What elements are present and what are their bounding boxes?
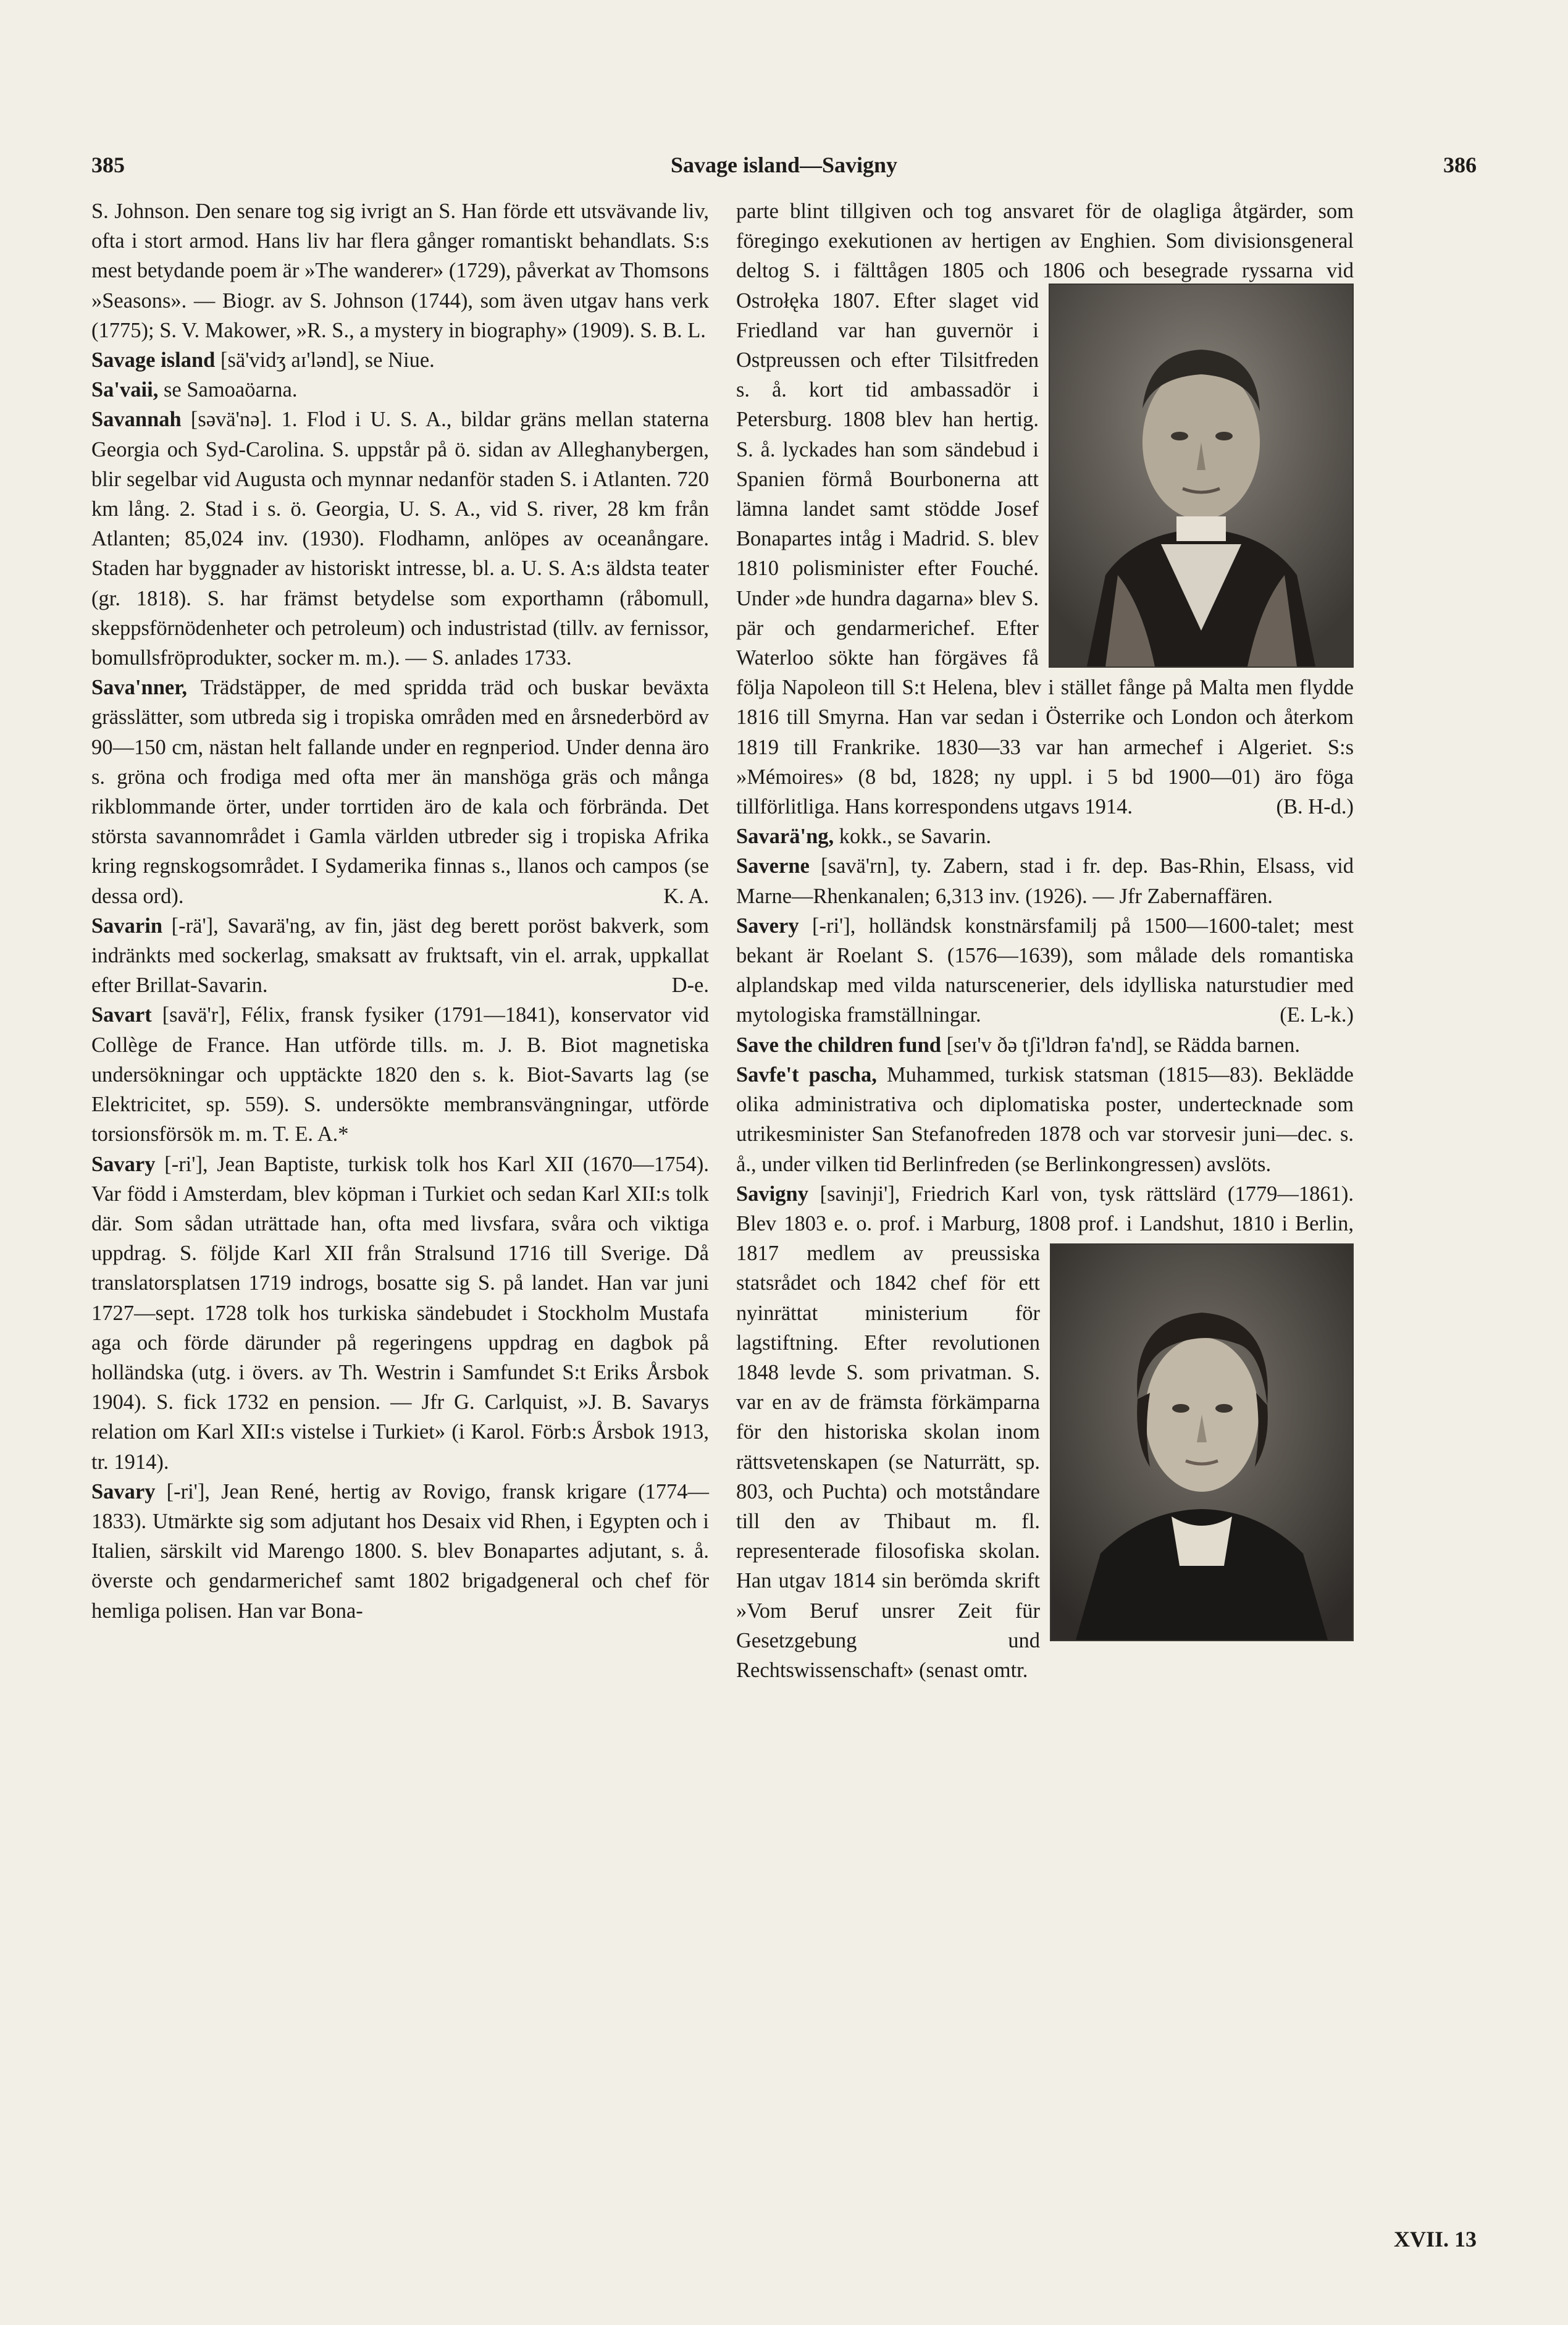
entry: Savary [-ri'], Jean Baptiste, turkisk tolk hos Karl XII (1670—1754). Var född i Amsterdam, blev köpman i Turkiet och sedan Karl XII:s tolk där. Som sådan uträttade han, ofta med livsfara, svåra och viktiga uppdrag. S. följde Karl XII från Stralsund 1716 till Sverige. Då translatorsplatsen 1719 indrogs, bosatte sig S. på landet. Han var juni 1727—sept. 1728 tolk hos turkiska sändebudet i Stockholm Mustafa aga och förde därunder på regeringens uppdrag en dagbok på holländska (utg. i övers. av Th. Westrin i Samfundet S:t Eriks Årsbok 1904). S. fick 1732 en pension. — Jfr G. Carlquist, »J. B. Savarys relation om Karl XII:s vistelse i Turkiet» (i Karol. Förb:s Årsbok 1913, tr. 1914). xyxy=(91,1152,709,1474)
headword: Save the children fund xyxy=(736,1033,941,1057)
headword: Savary xyxy=(91,1152,156,1176)
signature-mark: XVII. 13 xyxy=(1393,2227,1477,2251)
headword: Savary xyxy=(91,1479,156,1503)
entry-continuation: parte blint tillgiven och tog ansvaret för de olagliga åtgärder, som föregingo exekutionen av hertigen av Enghien. Som divisionsgeneral deltog S. i fälttågen 1805 och 1806 och besegrade ryssarna vid Ostrołęka 1807. Efter slaget vid Friedland var han guvernör i Ostpreussen och efter Tilsitfreden s. å. kort tid ambassadör i Petersburg. 1808 blev han hertig. S. å. lyckades han som sändebud i Spanien förmå Bourbonerna att lämna landet samt stödde Josef Bonapartes intåg i Madrid. S. blev 1810 polisminister efter Fouché. Under »de hundra dagarna» blev S. pär och gendarmerichef. Efter Waterloo sökte han förgäves få följa Napoleon till S:t Helena, blev i stället fånge på Malta men flydde 1816 till Smyrna. Han var sedan i Österrike och London och återkom 1819 till Frankrike. 1830—33 var han armechef i Algeriet. S:s »Mémoires» (8 bd, 1828; ny uppl. i 5 bd 1900—01) äro föga tillförlitliga. Hans korrespondens utgavs 1914. (B. H-d.) xyxy=(736,196,1354,822)
author-signature: (B. H-d.) xyxy=(1276,795,1354,819)
entry: Savart [savä'r], Félix, fransk fysiker (1791—1841), konservator vid Collège de France. Han utförde tills. m. J. B. Biot magnetiska undersökningar och upptäckte 1820 den s. k. Biot-Savarts lag (se Elektricitet, sp. 559). S. undersökte membransvängningar, utförde torsionsförsök m. m. T. E. A.* xyxy=(91,1003,709,1146)
entry: Savannah [səvä'nə]. 1. Flod i U. S. A., bildar gräns mellan staterna Georgia och Syd-Carolina. S. uppstår på ö. sidan av Alleghanybergen, blir segelbar vid Augusta och mynnar nedanför staden S. i Atlanten. 720 km lång. 2. Stad i s. ö. Georgia, U. S. A., vid S. river, 28 km från Atlanten; 85,024 inv. (1930). Flodhamn, anlöpes av oceanångare. Staden har byggnader av historiskt intresse, bl. a. U. S. A:s äldsta teater (gr. 1818). S. har främst betydelse som exporthamn (råbomull, skeppsförnödenheter och petroleum) och industristad (tillv. av fernissor, bomullsfröprodukter, socker m. m.). — S. anlades 1733. xyxy=(91,408,709,670)
entry: Savage island [sä'vidʒ aɪ'lənd], se Niue. xyxy=(91,348,435,372)
entry: Sa'vaii, se Samoaöarna. xyxy=(91,378,298,402)
headword: Savart xyxy=(91,1003,152,1027)
entry: Save the children fund [seɪ'v ðə tʃi'ldrən fa'nd], se Rädda barnen. xyxy=(736,1033,1300,1057)
portrait-savary xyxy=(1049,284,1354,668)
entry: Saverne [savä'rn], ty. Zabern, stad i fr. dep. Bas-Rhin, Elsass, vid Marne—Rhenkanalen; 6,313 inv. (1926). — Jfr Zabernaffären. xyxy=(736,854,1354,908)
author-signature: D-e. xyxy=(671,973,709,998)
headword: Savarä'ng, xyxy=(736,825,834,849)
headword: Sava'nner, xyxy=(91,676,187,700)
page-number-left: 385 xyxy=(91,153,125,177)
page-number-right: 386 xyxy=(1443,153,1477,177)
headword: Savarin xyxy=(91,914,163,938)
author-signature: (E. L-k.) xyxy=(1280,1003,1354,1027)
entry: S. Johnson. Den senare tog sig ivrigt an S. Han förde ett utsvävande liv, ofta i stort armod. Hans liv har flera gånger romantiskt behandlats. S:s mest betydande poem är »The wanderer» (1729), påverkat av Thomsons »Seasons». — Biogr. av S. Johnson (1744), som även utgav hans verk (1775); S. V. Makower, »R. S., a mystery in biography» (1909). S. B. L. xyxy=(91,200,709,342)
headword: Savery xyxy=(736,914,799,938)
left-column xyxy=(91,196,709,1626)
portrait-savigny-image xyxy=(1051,1245,1352,1640)
portrait-savigny xyxy=(1050,1243,1354,1641)
entry: Savary [-ri'], Jean René, hertig av Rovigo, fransk krigare (1774—1833). Utmärkte sig som adjutant hos Desaix vid Rhen, i Egypten och i Italien, särskilt vid Marengo 1800. S. blev Bonapartes adjutant, s. å. överste och gendarmerichef samt 1802 brigadgeneral och chef för hemliga polisen. Han var Bona- xyxy=(91,1479,709,1623)
entry: Savarin [-rä'], Savarä'ng, av fin, jäst deg berett poröst bakverk, som indränkts med sockerlag, smaksatt av fruktsaft, vin el. arrak, uppkallat efter Brillat-Savarin. D-e. xyxy=(91,911,709,1001)
entry-savigny: Savigny [savinji'], Friedrich Karl von, tysk rättslärd (1779—1861). Blev 1803 e. o. prof. i Marburg, 1808 prof. i Landshut, 1810 i Berlin, 1817 medlem av preussiska statsrådet och 1842 chef för ett nyinrättat ministerium för lagstiftning. Efter revolutionen 1848 levde S. som privatman. S. var en av de främsta förkämparna för den historiska skolan inom rättsvetenskapen (se Naturrätt, sp. 803, och Puchta) och motståndare till den av Thibaut m. fl. representerade filosofiska skolan. Han utgav 1814 sin berömda skrift »Vom Beruf unsrer Zeit für Gesetzgebung und Rechtswissenschaft» (senast omtr. xyxy=(736,1182,1354,1682)
entry: Savarä'ng, kokk., se Savarin. xyxy=(736,825,992,849)
author-signature: K. A. xyxy=(663,884,709,908)
headword: Savage island xyxy=(91,348,216,372)
headword: Savfe't pascha, xyxy=(736,1062,877,1087)
running-title: Savage island—Savigny xyxy=(670,153,898,177)
page-header xyxy=(91,152,1477,189)
headword: Savigny xyxy=(736,1182,808,1206)
headword: Saverne xyxy=(736,854,810,878)
portrait-savary-image xyxy=(1050,285,1352,666)
headword: Sa'vaii, xyxy=(91,378,159,402)
entry: Savery [-ri'], holländsk konstnärsfamilj på 1500—1600-talet; mest bekant är Roelant S. (1576—1639), som målade dels romantiska alplandskap med vilda naturscenerier, dels idylliska naturstudier med mytologiska framställningar. (E. L-k.) xyxy=(736,911,1354,1030)
entry: Savfe't pascha, Muhammed, turkisk statsman (1815—83). Beklädde olika administrativa och diplomatiska poster, undertecknade som utrikesminister San Stefanofreden 1878 och var storvesir juni—dec. s. å., under vilken tid Berlinfreden (se Berlinkongressen) avslöts. xyxy=(736,1062,1354,1176)
right-column xyxy=(736,196,1354,1685)
entry: Sava'nner, Trädstäpper, de med spridda träd och buskar beväxta grässlätter, som utbreda sig i tropiska områden med en årsnederbörd av 90—150 cm, nästan helt fallande under en regnperiod. Under denna äro s. gröna och frodiga med ofta mer än manshöga gräs och många rikblommande örter, under torrtiden äro de kala och förbrända. Det största savannområdet i Gamla världen utbreder sig i tropiska Afrika kring regnskogsområdet. I Sydamerika finnas s., llanos och campos (se dessa ord). K. A. xyxy=(91,673,709,911)
headword: Savannah xyxy=(91,408,182,432)
